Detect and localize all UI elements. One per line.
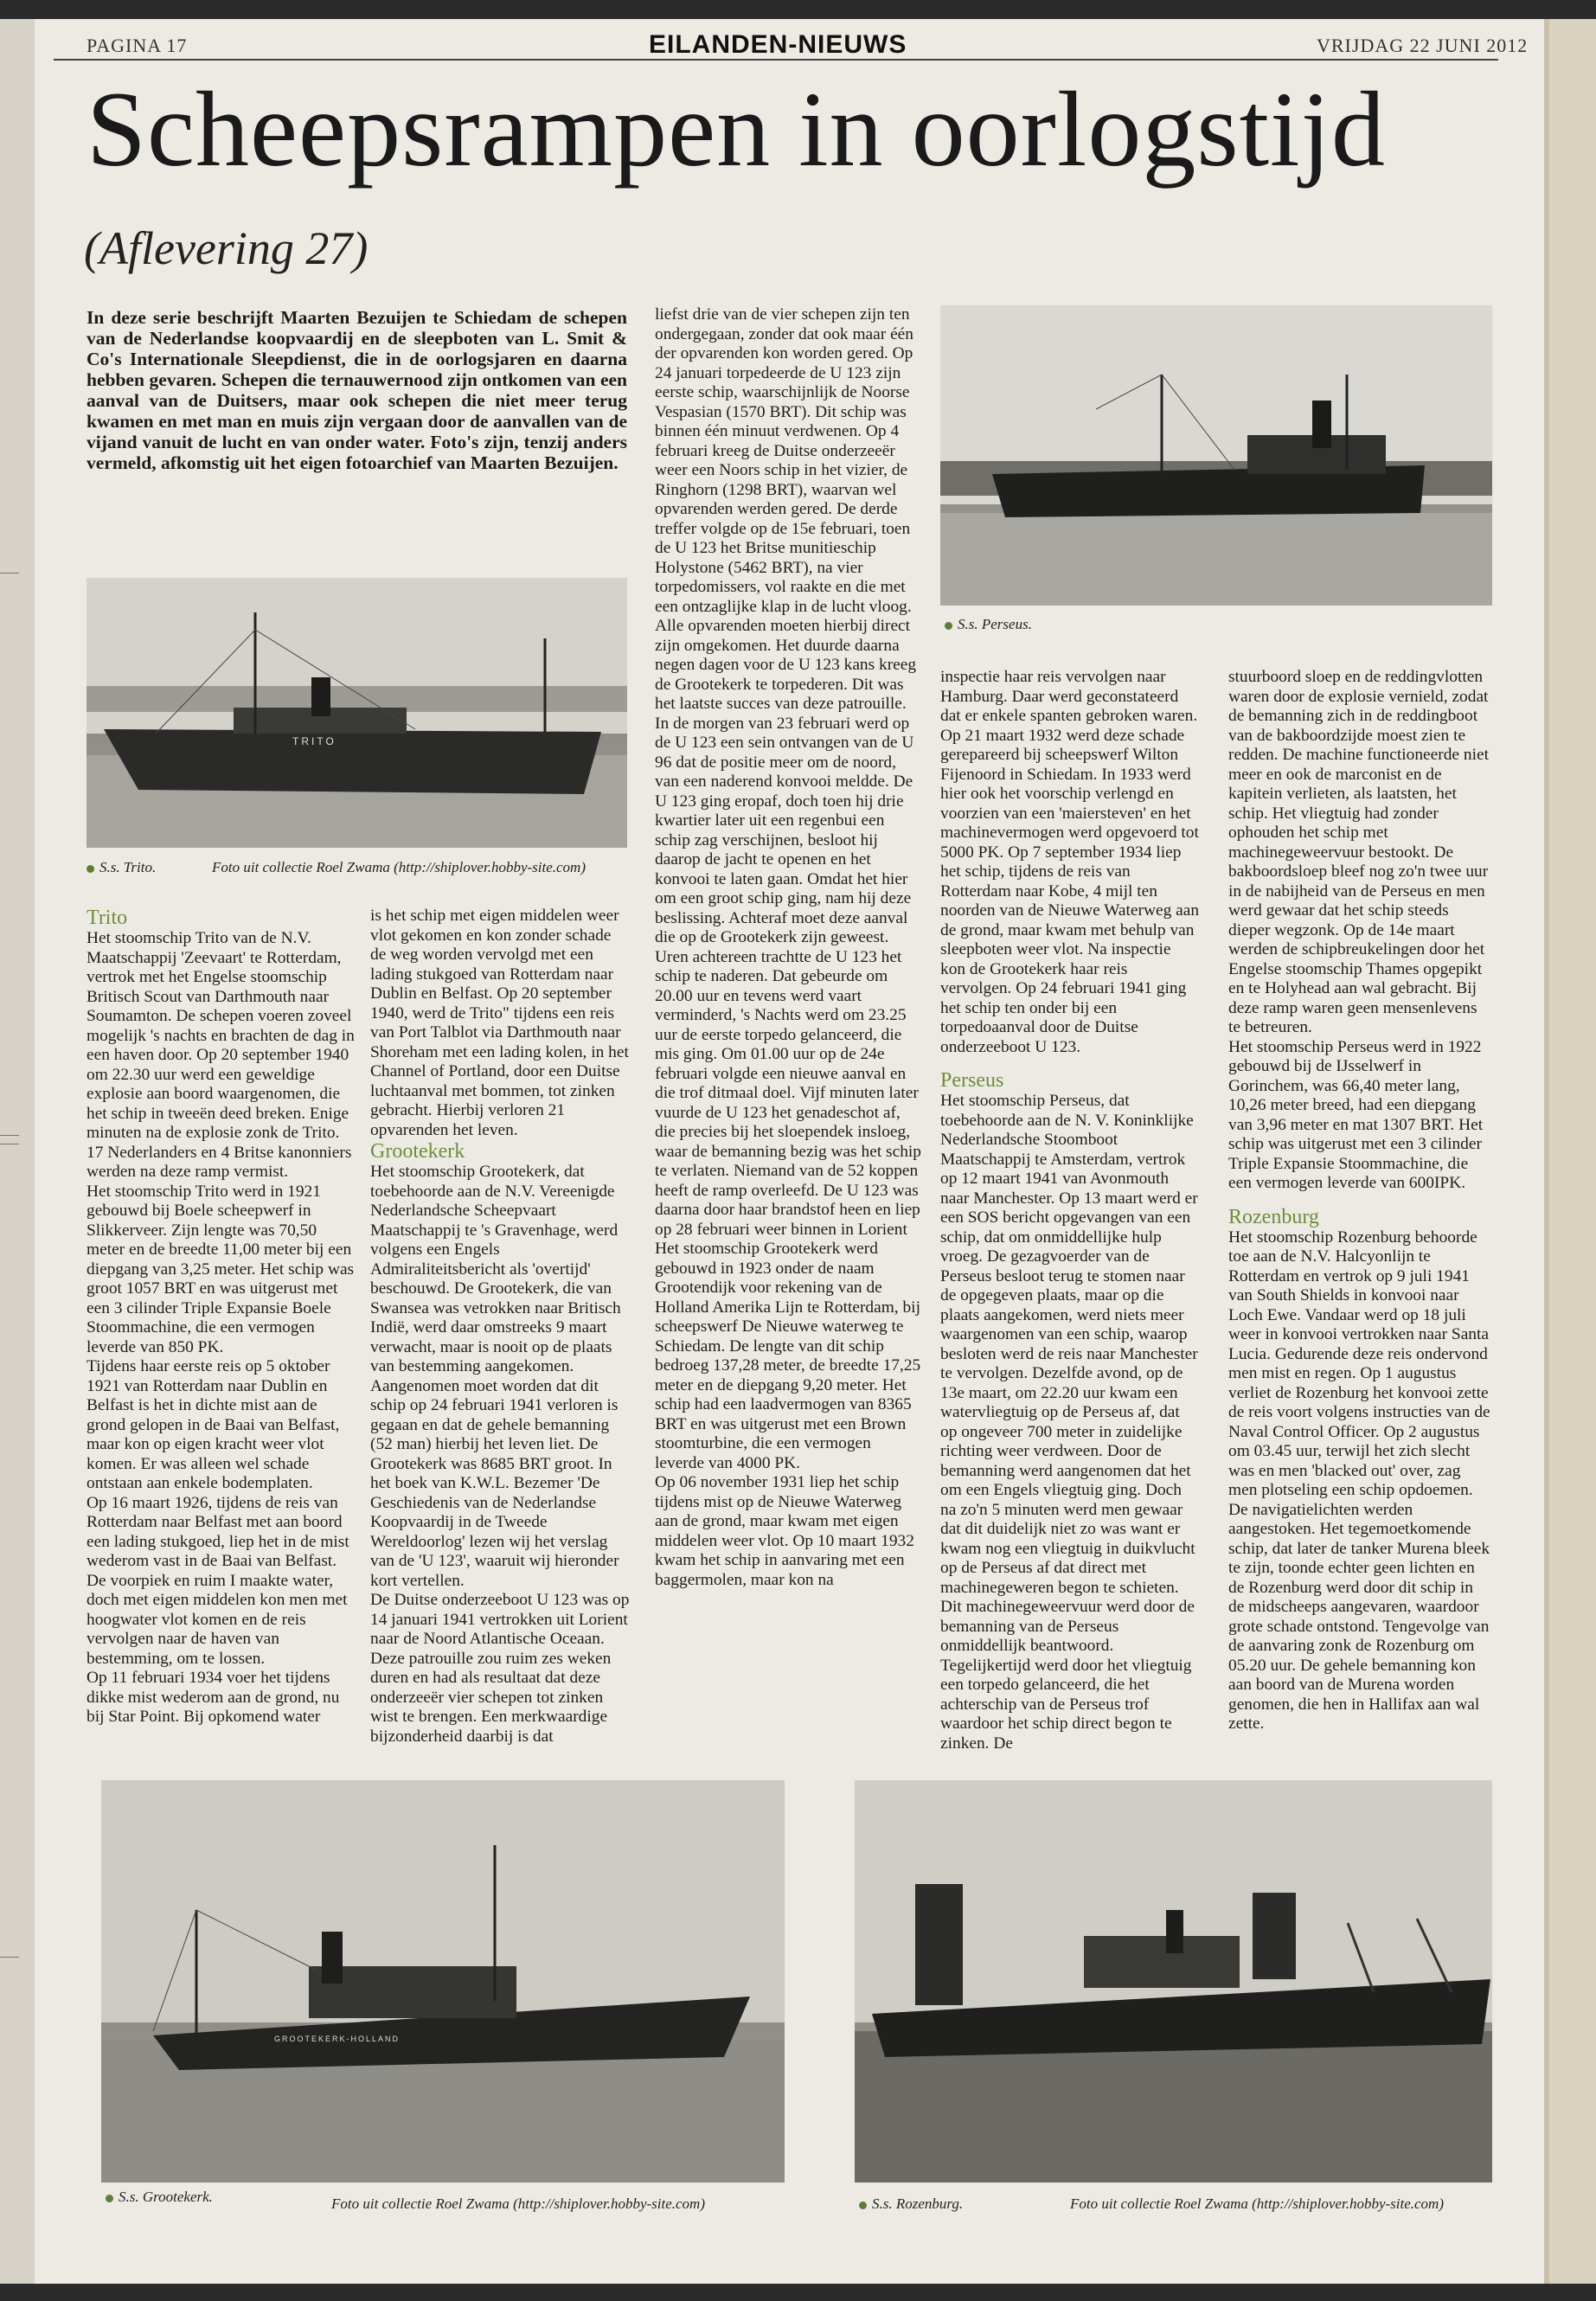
caption-bullet-icon <box>106 2195 113 2202</box>
heading-trito: Trito <box>87 907 128 929</box>
header-rule <box>54 59 1498 61</box>
masthead: EILANDEN-NIEUWS <box>649 30 907 59</box>
previous-page-edge <box>0 19 35 2284</box>
text-trito: Het stoomschip Trito van de N.V. Maatschappij 'Zeevaart' te Rotterdam, vertrok met het Engelse stoomschip Britisch Scout van Darthmouth naar Soumamton. De schepen voeren zoveel mogelijk 's nachts en brachten de dag in een haven door. Op 20 september 1940 om 22.30 uur werd een geweldige explosie aan boord waargenomen, die het schip in tweeën deed breken. Enige minuten na de explosie zonk de Trito. 17 Nederlanders en 4 Britse kanonniers werden na deze ramp vermist. Het stoomschip Trito werd in 1921 gebouwd bij Boele scheepwerf in Slikkerveer. Zijn lengte was 70,50 meter en de breedte 11,00 meter bij een diepgang van 3,25 meter. Het schip was groot 1057 BRT en was uitgerust met een 3 cilinder Triple Expansie Boele Stoommachine, die een vermogen leverde van 850 PK. Tijdens haar eerste reis op 5 oktober 1921 van Rotterdam naar Dublin en Belfast is het in dichte mist aan de grond gelopen in de Baai van Belfast, maar kon op eigen kracht weer vlot komen. Er was alleen wel schade ontstaan aan enkele bodemplaten. Op 16 maart 1926, tijdens de reis van Rotterdam naar Belfast met aan boord een lading stukgoed, liep het in de mist wederom vast in de Baai van Belfast. De voorpiek en ruim I maakte water, doch met eigen middelen kon men met hoogwater vlot komen en de reis vervolgen naar de haven van bestemming, om te lossen. Op 11 februari 1934 voer het tijdens dikke mist wederom aan de grond, nu bij Star Point. Bij opkomend water <box>87 929 355 1726</box>
text-rozenburg: Het stoomschip Rozenburg behoorde toe aan de N.V. Halcyonlijn te Rotterdam en vertrok op 9 juli 1941 van South Shields in konvooi naar Loch Ewe. Vandaar werd op 18 juli weer in konvooi vertrokken naar Santa Lucia. Gedurende deze reis ondervond men mist en regen. Op 1 augustus verliet de Rozenburg het konvooi zette de reis voort volgens instructies van de Naval Control Officer. Op 2 augustus om 03.45 uur, terwijl het zich slecht was en men 'blacked out' over, zag men plotseling een schip opdoemen. De navigatielichten werden aangestoken. Het tegemoetkomende schip, dat later de tanker Murena bleek te zijn, toonde echter geen lichten en de Rozenburg werd door dit schip in de midscheeps aangevaren, waardoor grote schade ontstond. Tengevolge van de aanvaring zonk de Rozenburg om 05.20 uur. De gehele bemanning kon aan boord van de Murena worden genomen, die hen in Hallifax aan wal zette. <box>1228 1227 1490 1733</box>
caption-grootekerk-ship: S.s. Grootekerk. <box>119 2189 213 2205</box>
heading-rozenburg: Rozenburg <box>1228 1205 1319 1228</box>
caption-trito-credit: Foto uit collectie Roel Zwama (http://shiplover.hobby-site.com) <box>212 859 586 875</box>
caption-perseus <box>945 616 1032 633</box>
column-5 <box>1228 668 1492 1734</box>
page-number: PAGINA 17 <box>87 35 188 56</box>
column-2 <box>370 907 630 1747</box>
caption-rozenburg-ship: S.s. Rozenburg. <box>872 2195 964 2212</box>
caption-rozenburg <box>859 2195 963 2213</box>
photo-rozenburg <box>855 1780 1492 2182</box>
column-4 <box>940 668 1200 1753</box>
column-1 <box>87 907 355 1727</box>
article-intro: In deze serie beschrijft Maarten Bezuijen te Schiedam de schepen van de Nederlandse koopvaardij en de sleepboten van L. Smit & Co's Internationale Sleepdienst, die in de oorlogsjaren en daarna hebben gevaren. Schepen die ternauwernood zijn ontkomen van een aanval van de Duitsers, maar ook schepen die niet meer terug kwamen en met man en muis zijn vergaan door de aanvallen van de vijand vanuit de lucht en van onder water. Foto's zijn, tenzij anders vermeld, afkomstig uit het eigen fotoarchief van Maarten Bezuijen. <box>87 307 627 473</box>
photo-grootekerk <box>101 1780 785 2182</box>
caption-perseus-ship: S.s. Perseus. <box>958 616 1032 632</box>
binder-edge <box>1535 19 1596 2284</box>
text-grootekerk: Het stoomschip Grootekerk, dat toebehoorde aan de N.V. Vereenigde Nederlandsche Scheepvaart Maatschappij te 's Gravenhage, werd volgens een Engels Admiraliteitsbericht als 'overtijd' beschouwd. De Grootekerk, die van Swansea was vetrokken naar Britisch Indië, werd daar omstreeks 9 maart verwacht, maar is nooit op de plaats van bestemming aangekomen. Aangenomen moet worden dat dit schip op 24 februari 1941 verloren is gegaan en dat de gehele bemanning (52 man) hierbij het leven liet. De Grootekerk was 8685 BRT groot. In het boek van K.W.L. Bezemer 'De Geschiedenis van de Nederlandse Koopvaardij in de Tweede Wereldoorlog' lezen wij het verslag van de 'U 123', waaruit wij hieronder kort vertellen. De Duitse onderzeeboot U 123 was op 14 januari 1941 vertrokken uit Lorient naar de Noord Atlantische Oceaan. Deze patrouille zou ruim zes weken duren en had als resultaat dat deze onderzeeër vier schepen tot zinken wist te brengen. Een merkwaardige bijzonderheid daarbij is dat <box>370 1163 630 1746</box>
photo-perseus <box>940 305 1492 606</box>
caption-grootekerk-credit: Foto uit collectie Roel Zwama (http://shiplover.hobby-site.com) <box>331 2195 705 2212</box>
issue-date: VRIJDAG 22 JUNI 2012 <box>1317 35 1529 56</box>
article-title: Scheepsrampen in oorlogstijd <box>87 70 1386 189</box>
caption-bullet-icon <box>945 622 952 630</box>
photo-trito <box>87 578 627 848</box>
caption-trito-ship: S.s. Trito. <box>99 859 157 875</box>
trito-hull-label: TRITO <box>292 735 337 747</box>
caption-grootekerk <box>106 2189 213 2206</box>
text-perseus-continued: stuurboord sloep en de reddingvlotten waren door de explosie vernield, zodat de bemanning zich in de reddingboot van de bakboordzijde moest zien te redden. De machine functioneerde niet meer en ook de marconist en de kapitein verlieten, als laatsten, het schip. Het vliegtuig had zonder ophouden het schip met machinegeweervuur bestookt. De bakboordsloep bleef nog zo'n twee uur in de nabijheid van de Perseus en men werd gewaar dat het schip steeds dieper wegzonk. Op de 14e maart werden de schipbreukelingen door het Engelse stoomschip Thames opgepikt en te Holyhead aan wal gebracht. Bij deze ramp waren geen mensenlevens te betreuren. Het stoomschip Perseus werd in 1922 gebouwd bij de IJsselwerf in Gorinchem, was 66,40 meter lang, 10,26 meter breed, had een diepgang van 3,96 meter en mat 1307 BRT. Het schip was uitgerust met een 3 cilinder Triple Expansie Stoommachine, die een vermogen leverde van 600IPK. <box>1228 668 1489 1192</box>
column-3 <box>655 305 923 1590</box>
text-trito-continued: is het schip met eigen middelen weer vlot gekomen en kon zonder schade de weg worden vervolgd met een lading stukgoed van Rotterdam naar Dublin en Belfast. Op 20 september 1940, werd de Trito" tijdens een reis van Port Talblot via Darthmouth naar Shoreham met een lading kolen, in het Channel of Portland, door een Duitse luchtaanval met bommen, tot zinken gebracht. Hierbij verloren 21 opvarenden het leven. <box>370 907 629 1139</box>
text-u123: liefst drie van de vier schepen zijn ten ondergegaan, zonder dat ook maar één der opvarenden kon worden gered. Op 24 januari torpedeerde de U 123 zijn eerste schip, waarschijnlijk de Noorse Vespasian (1570 BRT). Dit schip was binnen één minuut verdwenen. Op 4 februari kreeg de Duitse onderzeeër weer een Noors schip in het vizier, de Ringhorn (1298 BRT), waarvan wel opvarenden werden gered. De derde treffer volgde op de 15e februari, toen de U 123 het Britse munitieschip Holystone (5462 BRT), na vier torpedomissers, vol raakte en die met een ontzaglijke klap in de lucht vloog. Alle opvarenden moeten hierbij direct zijn omgekomen. Het duurde daarna negen dagen voor de U 123 kans kreeg de Grootekerk te torpederen. Dit was het laatste succes van deze patrouille. In de morgen van 23 februari werd op de U 123 een sein ontvangen van de U 96 dat de positie meer om de noord, van een naderend konvooi meldde. De U 123 ging eropaf, doch toen hij drie kwartier later uit een regenbui een schip zag verschijnen, besloot hij daarop de jacht te openen en het konvooi te laten gaan. Omdat het hier om een groot schip ging, nam hij deze beslissing. Achteraf moet deze aanval die op de Grootekerk zijn geweest. Uren achtereen trachtte de U 123 het schip te naderen. Dat gebeurde om 20.00 uur en tevens werd vaart verminderd, 's Nachts werd om 23.25 uur de eerste torpedo gelanceerd, die mis ging. Om 01.00 uur op de 24e februari volgde een nieuwe aanval en die trof ditmaal doel. Vijf minuten later vuurde de U 123 het genadeschot af, die precies bij het sloependek insloeg, waar de bemanning bezig was het schip te verlaten. Niemand van de 52 koppen heeft de ramp overleefd. De U 123 was daarna door haar brandstof heen en liep op 28 februari weer binnen in Lorient Het stoomschip Grootekerk werd gebouwd in 1923 onder de naam Grootendijk voor rekening van de Holland Amerika Lijn te Rotterdam, bij scheepswerf De Nieuwe waterweg te Schiedam. De lengte van dit schip bedroeg 137,28 meter, de breedte 17,25 meter en de diepgang 9,20 meter. Het schip had een laadvermogen van 8365 BRT en was uitgerust met een Brown stoomturbine, die een vermogen leverde van 4000 PK. Op 06 november 1931 liep het schip tijdens mist op de Nieuwe Waterweg aan de grond, maar kwam met eigen middelen weer vlot. Op 10 maart 1932 kwam het schip in aanvaring met een baggermolen, maar kon na <box>655 305 921 1589</box>
text-perseus: Het stoomschip Perseus, dat toebehoorde aan de N. V. Koninklijke Nederlandsche Stoomboot Maatschappij te Amsterdam, vertrok op 12 maart 1941 van Avonmouth naar Manchester. Op 13 maart werd er een SOS bericht opgevangen van een schip, dat om onmiddellijke hulp vroeg. De gezagvoerder van de Perseus besloot terug te stomen naar de opgegeven plaats, maar op die plaats aangekomen, werd niets meer waargenomen van een schip, waarop besloten werd de reis naar Manchester te vervolgen. Dezelfde avond, op de 13e maart, om 22.20 uur kwam een watervliegtuig op de Perseus af, dat op ongeveer 700 meter in zuidelijke richting weer verdween. Door de bemanning werd aangenomen dat het om een Engels vliegtuig ging. Doch na zo'n 5 minuten werd men gewaar dat dit duidelijk niet zo was want er kwam nog een vliegtuig in duikvlucht op de Perseus af dat direct met machinegeweren begon te schieten. Dit machinegeweervuur werd door de bemanning van de Perseus onmiddellijk beantwoord. Tegelijkertijd werd door het vliegtuig een torpedo gelanceerd, die het achterschip van de Perseus trof waardoor het schip direct begon te zinken. De <box>940 1092 1198 1753</box>
heading-grootekerk: Grootekerk <box>370 1140 465 1163</box>
caption-rozenburg-credit: Foto uit collectie Roel Zwama (http://shiplover.hobby-site.com) <box>1070 2195 1444 2212</box>
caption-bullet-icon <box>859 2202 867 2209</box>
text-grootekerk-continued: inspectie haar reis vervolgen naar Hamburg. Daar werd geconstateerd dat er enkele spanten gebroken waren. Op 21 maart 1932 werd deze schade gerepareerd bij scheepswerf Wilton Fijenoord in Schiedam. In 1933 werd hier ook het voorschip verlengd en voorzien van een 'maiersteven' en het machinevermogen werd opgevoerd tot 5000 PK. Op 7 september 1934 liep het schip, tijdens de reis van Rotterdam naar Kobe, 4 mijl ten noorden van de Nieuwe Waterweg aan de grond, maar kwam met behulp van sleepboten weer vlot. Na inspectie kon de Grootekerk haar reis vervolgen. Op 24 februari 1941 ging het schip ten onder bij een torpedoaanval door de Duitse onderzeeboot U 123. <box>940 668 1200 1056</box>
article-subtitle: (Aflevering 27) <box>84 222 369 274</box>
caption-bullet-icon <box>87 865 94 873</box>
heading-perseus: Perseus <box>940 1069 1004 1092</box>
caption-trito <box>87 859 156 876</box>
grootekerk-hull-label: GROOTEKERK-HOLLAND <box>274 2035 401 2043</box>
